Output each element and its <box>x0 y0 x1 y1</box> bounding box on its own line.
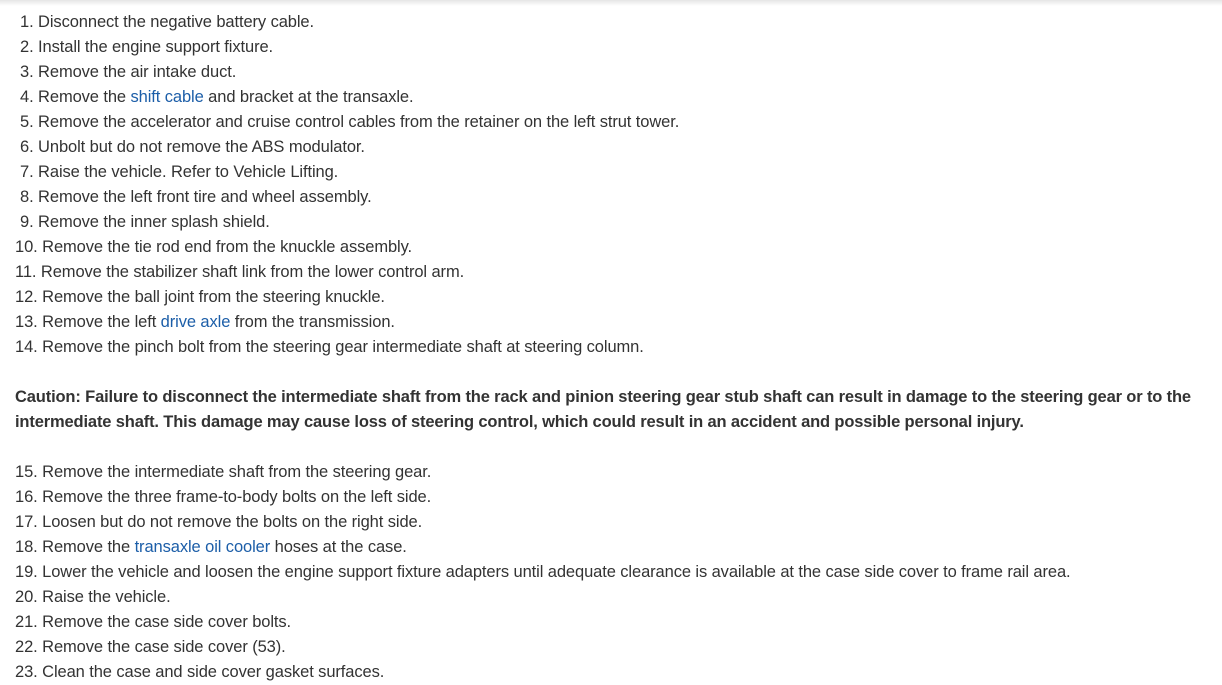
step-number: 23. <box>15 663 38 681</box>
step-text: Remove the case side cover (53). <box>37 638 286 656</box>
step-number: 3. <box>20 63 34 81</box>
step-item <box>15 210 1219 235</box>
step-item <box>15 285 1219 310</box>
step-number: 18. <box>15 538 38 556</box>
step-text: Remove the case side cover bolts. <box>37 613 292 631</box>
step-number: 4. <box>20 88 34 106</box>
step-number: 21. <box>15 613 38 631</box>
step-text: and bracket at the transaxle. <box>203 88 414 106</box>
step-number: 11. <box>15 263 37 281</box>
step-item <box>15 160 1219 185</box>
step-text: Unbolt but do not remove the ABS modulator. <box>33 138 365 156</box>
step-number: 2. <box>20 38 34 56</box>
step-text: Disconnect the negative battery cable. <box>33 13 314 31</box>
step-item <box>15 85 1219 110</box>
step-number: 5. <box>20 113 34 131</box>
step-item <box>15 485 1219 510</box>
step-number: 20. <box>15 588 38 606</box>
step-item <box>15 185 1219 210</box>
step-text: Remove the left <box>37 313 161 331</box>
step-text: Clean the case and side cover gasket surfaces. <box>37 663 385 681</box>
step-item <box>15 335 1219 360</box>
step-number: 19. <box>15 563 38 581</box>
step-item <box>15 660 1219 685</box>
step-number: 7. <box>20 163 34 181</box>
step-item <box>15 260 1219 285</box>
step-item <box>15 10 1219 35</box>
step-item <box>15 635 1219 660</box>
step-text: Remove the ball joint from the steering knuckle. <box>37 288 385 306</box>
step-text: Remove the inner splash shield. <box>33 213 270 231</box>
step-item <box>15 535 1219 560</box>
step-number: 9. <box>20 213 34 231</box>
step-text: Install the engine support fixture. <box>33 38 274 56</box>
step-text: Remove the three frame-to-body bolts on the left side. <box>37 488 432 506</box>
procedure-content <box>15 10 1219 685</box>
step-number: 16. <box>15 488 38 506</box>
step-text: Raise the vehicle. Refer to Vehicle Lifting. <box>33 163 339 181</box>
step-item <box>15 460 1219 485</box>
step-number: 13. <box>15 313 38 331</box>
step-text: Remove the accelerator and cruise control cables from the retainer on the left strut tower. <box>33 113 680 131</box>
step-number: 14. <box>15 338 38 356</box>
step-number: 12. <box>15 288 38 306</box>
step-item <box>15 310 1219 335</box>
step-text: from the transmission. <box>230 313 395 331</box>
step-number: 22. <box>15 638 38 656</box>
step-text: Remove the air intake duct. <box>33 63 237 81</box>
step-text: Remove the intermediate shaft from the steering gear. <box>37 463 432 481</box>
step-item <box>15 60 1219 85</box>
step-text: hoses at the case. <box>270 538 407 556</box>
step-number: 10. <box>15 238 38 256</box>
step-text: Remove the tie rod end from the knuckle assembly. <box>37 238 413 256</box>
step-item <box>15 135 1219 160</box>
step-text: Remove the <box>37 538 135 556</box>
step-item <box>15 560 1219 585</box>
step-item <box>15 110 1219 135</box>
step-item <box>15 510 1219 535</box>
step-text: Raise the vehicle. <box>37 588 171 606</box>
step-item <box>15 610 1219 635</box>
step-link[interactable]: transaxle oil cooler <box>134 538 271 556</box>
step-number: 15. <box>15 463 38 481</box>
step-number: 8. <box>20 188 34 206</box>
step-item <box>15 585 1219 610</box>
step-number: 6. <box>20 138 34 156</box>
steps-list-part1 <box>15 10 1219 360</box>
step-text: Loosen but do not remove the bolts on the right side. <box>37 513 423 531</box>
step-text: Remove the stabilizer shaft link from the lower control arm. <box>36 263 465 281</box>
step-text: Remove the <box>33 88 131 106</box>
step-item <box>15 35 1219 60</box>
top-shadow <box>0 0 1222 6</box>
step-text: Remove the pinch bolt from the steering gear intermediate shaft at steering column. <box>37 338 644 356</box>
step-text: Remove the left front tire and wheel assembly. <box>33 188 372 206</box>
steps-list-part2 <box>15 460 1219 685</box>
step-link[interactable]: drive axle <box>160 313 231 331</box>
step-item <box>15 235 1219 260</box>
step-number: 1. <box>20 13 34 31</box>
caution-note: Caution: Failure to disconnect the intermediate shaft from the rack and pinion steering gear stub shaft can result in damage to the steering gear or to the intermediate shaft. This damage may cause loss of steering control, which could result in an accident and possible personal injury. <box>15 388 1191 431</box>
step-text: Lower the vehicle and loosen the engine support fixture adapters until adequate clearance is available at the case side cover to frame rail area. <box>37 563 1071 581</box>
step-link[interactable]: shift cable <box>130 88 204 106</box>
step-number: 17. <box>15 513 38 531</box>
